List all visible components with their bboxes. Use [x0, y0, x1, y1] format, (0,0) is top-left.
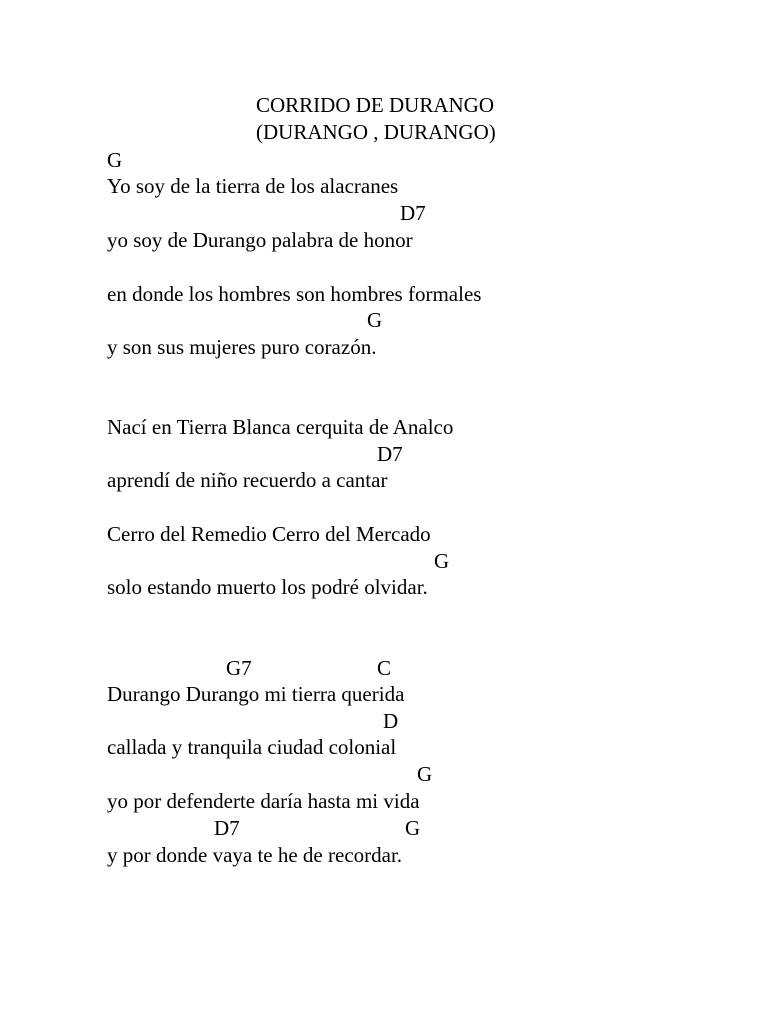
lyric-verse1-2: yo soy de Durango palabra de honor [107, 228, 413, 252]
chord-verse1-1: G [107, 148, 123, 172]
lyric-verse1-4: y son sus mujeres puro corazón. [107, 335, 377, 359]
lyric-verse2-3: Cerro del Remedio Cerro del Mercado [107, 522, 431, 546]
chord-verse2-2: G [434, 549, 450, 573]
title-block [256, 92, 496, 146]
chord-chorus-4a: D7 [214, 816, 240, 840]
chord-verse1-2: D7 [400, 201, 426, 225]
lyric-chorus-2: callada y tranquila ciudad colonial [107, 735, 397, 759]
chord-verse2-1: D7 [377, 442, 403, 466]
lyric-verse2-2: aprendí de niño recuerdo a cantar [107, 468, 388, 492]
lyric-chorus-4: y por donde vaya te he de recordar. [107, 843, 403, 867]
lyric-verse2-4: solo estando muerto los podré olvidar. [107, 575, 428, 599]
chord-chorus-4b: G [405, 816, 421, 840]
lyric-chorus-3: yo por defenderte daría hasta mi vida [107, 789, 420, 813]
chord-chorus-1a: G7 [226, 656, 252, 680]
lyric-verse2-1: Nací en Tierra Blanca cerquita de Analco [107, 415, 454, 439]
chord-chorus-3: G [417, 762, 433, 786]
lyric-chorus-1: Durango Durango mi tierra querida [107, 682, 405, 706]
chord-chorus-2: D [383, 709, 399, 733]
chord-verse1-3: G [367, 308, 383, 332]
lyric-verse1-3: en donde los hombres son hombres formales [107, 282, 482, 306]
lyric-verse1-1: Yo soy de la tierra de los alacranes [107, 174, 399, 198]
song-title: CORRIDO DE DURANGO [256, 93, 495, 117]
chord-chorus-1b: C [377, 656, 392, 680]
song-subtitle: (DURANGO , DURANGO) [256, 120, 496, 144]
